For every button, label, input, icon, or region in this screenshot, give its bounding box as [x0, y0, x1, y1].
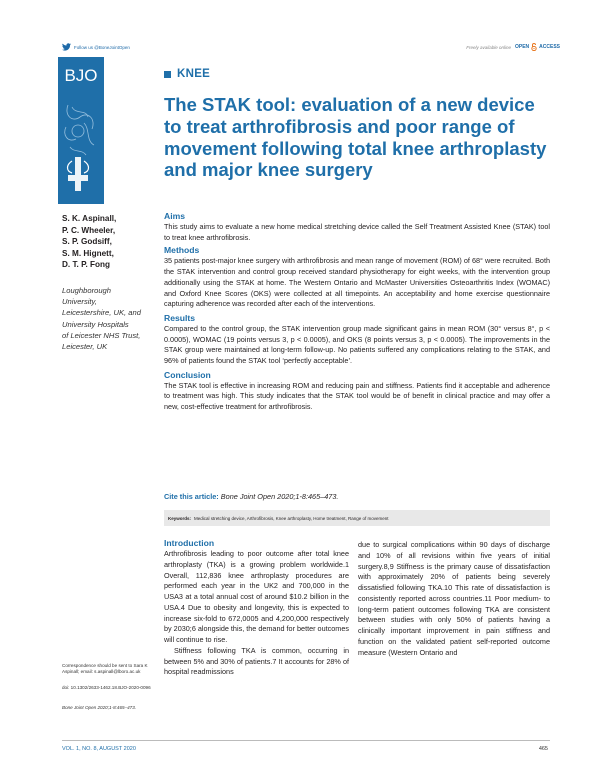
intro-column-2	[358, 540, 550, 658]
citation	[164, 492, 338, 501]
results-heading: Results	[164, 312, 196, 323]
aims-heading: Aims	[164, 211, 186, 221]
section-header	[164, 68, 210, 80]
intro-paragraph: Arthrofibrosis leading to poor outcome after total knee arthroplasty (TKA) is a growing problem worldwide.1 Overall, 112,836 knee arthroplasty procedures are performed each year in the UK2 and 700,000 in the USA3 at a total annual cost of around $10.2 billion in the USA.4 Due to obesity and longevity, this is expected to increase six-fold to 672,0005 and 4,200,000 respectively by 2030;6 alongside this, the demand for better outcomes will continue to rise.	[164, 549, 349, 644]
aims-text: This study aims to evaluate a new home medical stretching device called the Self Treatment Assisted Knee (STAK) tool to treat knee arthrofibrosis.	[164, 222, 550, 242]
intro-paragraph: due to surgical complications within 90 days of discharge and 10% of all revisions within five years of initial surgery.8,9 Stiffness is the primary cause of dissatisfaction with approximately 20% of patients being severely dissatisfied following TKA.10 This rate of dissatisfaction is consistently reported across countries.11 Poor medium- to long-term patient outcomes following TKA are consistent between studies with only 50% of patients having a clinically important improvement in pain stiffness and function on the validated patient self-reported outcome measure (Western Ontario and	[358, 540, 550, 657]
footer-divider	[62, 740, 550, 741]
intro-column-1	[164, 549, 349, 678]
results-text: Compared to the control group, the STAK intervention group made significant gains in mean ROM (30° versus 8°, p < 0.0005), WOMAC (19 points versus 3, p < 0.0005), and OKS (8 points versus 3, p < 0.0005). The improvements in the STAK group were maintained at long-term follow-up. No patients suffered any complications relating to the STAK, and 96% of patients found the STAK tool ‘perfectly acceptable’.	[164, 323, 550, 366]
abstract	[164, 211, 550, 415]
freely-available-text: Freely available online	[466, 44, 511, 50]
open-access-header	[466, 43, 560, 51]
open-access-badge: OPEN ACCESS	[514, 44, 560, 50]
author-name: D. T. P. Fong	[62, 260, 111, 270]
author-list	[62, 213, 116, 271]
keywords-label: Keywords:	[168, 515, 192, 521]
section-label: KNEE	[177, 68, 211, 80]
footer-volume: VOL. 1, NO. 8, AUGUST 2020	[62, 746, 136, 752]
section-square-icon	[164, 71, 171, 78]
open-lock-icon	[531, 43, 537, 51]
correspondence-note: Correspondence should be sent to Sara K Aspinall; email: s.aspinall@lboro.ac.uk	[62, 663, 148, 675]
doi-note: doi: 10.1302/2633-1462.18.BJO-2020-0096	[62, 685, 151, 690]
conclusion-heading: Conclusion	[164, 369, 211, 380]
twitter-follow[interactable]	[62, 43, 130, 51]
citation-label: Cite this article:	[164, 492, 219, 501]
author-name: S. M. Hignett,	[62, 248, 114, 258]
introduction-heading: Introduction	[164, 538, 215, 548]
methods-heading: Methods	[164, 245, 200, 256]
twitter-text: Follow us @BoneJointOpen	[74, 44, 130, 50]
article-title: The STAK tool: evaluation of a new device to treat arthrofibrosis and poor range of movement following total knee arthroplasty and major knee surgery	[164, 94, 547, 181]
keywords-box	[164, 510, 550, 526]
keywords-text: Medical stretching device, Arthrofibrosis, Knee arthroplasty, Home treatment, Range of movement	[194, 515, 389, 521]
conclusion-text: The STAK tool is effective in increasing ROM and reducing pain and stiffness. Patients find it acceptable and adherence to treatment was high. This study indicates that the STAK tool would be of benefit in clinical practice and may offer a new, cost-effective treatment for arthrofibrosis.	[164, 380, 550, 412]
author-name: S. K. Aspinall,	[62, 214, 117, 223]
page-number: 465	[538, 746, 548, 752]
author-name: P. C. Wheeler,	[62, 225, 116, 235]
intro-paragraph: Stiffness following TKA is common, occurring in between 5% and 30% of patients.7 It accounts for 28% of hospital readmissions	[164, 645, 349, 677]
citation-note: Bone Joint Open 2020;1-8:465–473.	[62, 705, 137, 710]
methods-text: 35 patients post-major knee surgery with arthrofibrosis and mean range of movement (ROM) of 68° were recruited. Both the STAK intervention and control group received standard physiotherapy for eight weeks, with the intervention group additionally using the STAK at home. The Western Ontario and McMaster Universities Osteoarthritis Index (WOMAC) and Oxford Knee Scores (OKS) were collected at all timepoints. An acceptability and home exercise questionnaire capturing adherence was recorded after each of the interventions.	[164, 256, 550, 309]
journal-logo: BJO	[64, 66, 98, 85]
author-affiliation: Loughborough University, Leicestershire, UK, and University Hospitals of Leicester NHS Trust, Leicester, UK	[62, 286, 141, 352]
author-name: S. P. Godsiff,	[62, 237, 112, 247]
twitter-bird-icon	[62, 43, 71, 51]
citation-text: Bone Joint Open 2020;1-8:465–473.	[220, 492, 339, 501]
